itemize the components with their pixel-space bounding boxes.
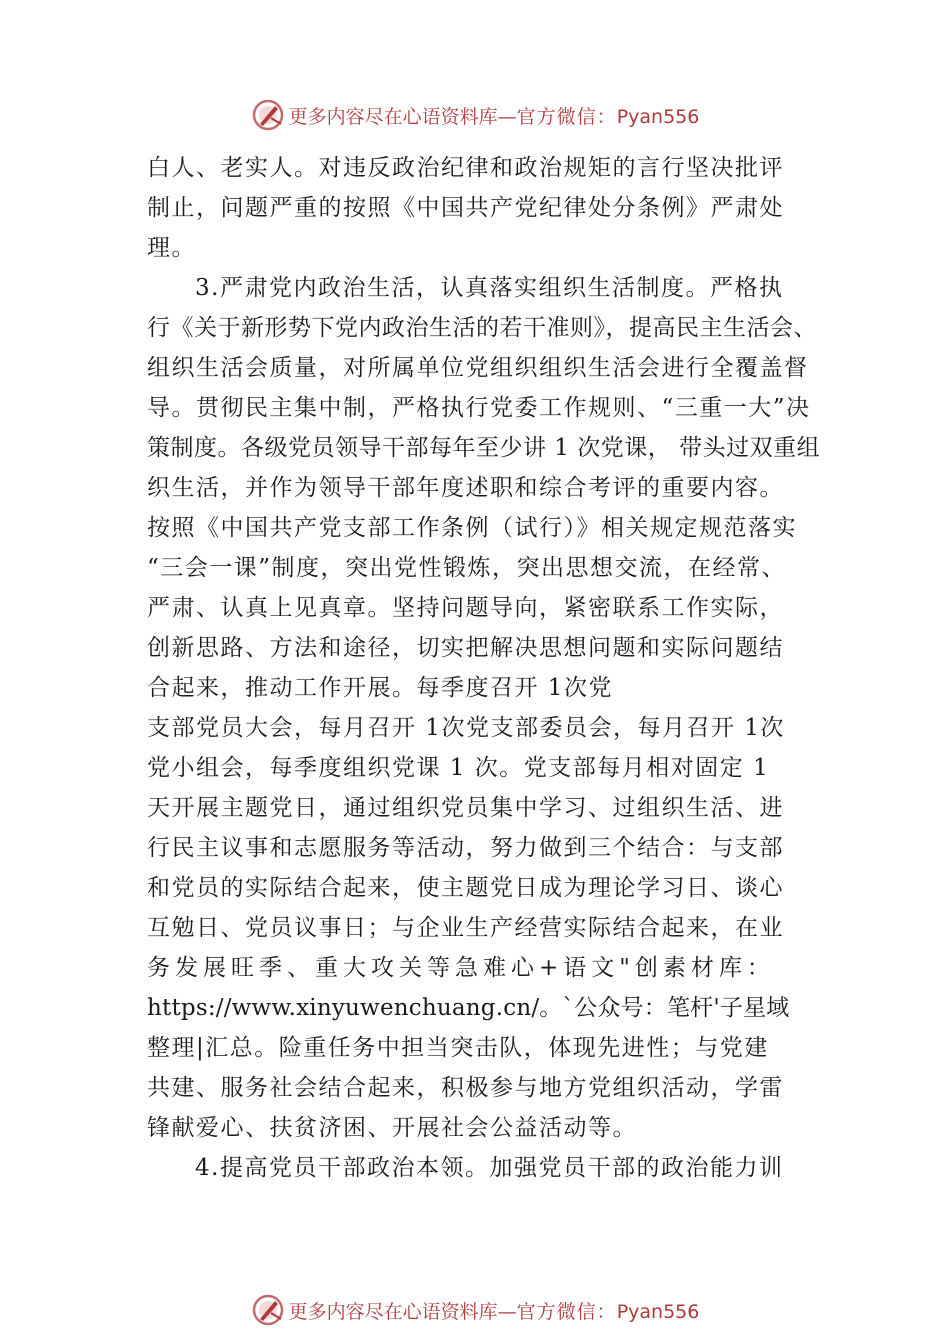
watermark-banner-top — [0, 95, 950, 135]
text-line: 互勉日、党员议事日；与企业生产经营实际结合起来，在业 — [147, 915, 784, 941]
watermark-wechat-id: Pyan556 — [616, 105, 700, 128]
watermark-text — [289, 1297, 700, 1324]
watermark-separator: — — [497, 105, 517, 128]
text-line: 理。 — [147, 235, 196, 261]
text-line: 共建、服务社会结合起来，积极参与地方党组织活动，学雷 — [147, 1075, 784, 1101]
text-line: 组织生活会质量，对所属单位党组织组织生活会进行全覆盖督 — [147, 355, 809, 381]
text-line: 整理|汇总。险重任务中担当突击队，体现先进性；与党建 — [147, 1035, 769, 1061]
text-line: 锋献爱心、扶贫济困、开展社会公益活动等。 — [147, 1115, 637, 1141]
pen-seal-icon — [251, 98, 285, 132]
watermark-wechat-label: 官方微信： — [516, 1300, 617, 1323]
text-line: 和党员的实际结合起来，使主题党日成为理论学习日、谈心 — [147, 875, 784, 901]
text-line: 创新思路、方法和途径，切实把解决思想问题和实际问题结 — [147, 635, 784, 661]
text-line: 天开展主题党日，通过组织党员集中学习、过组织生活、进 — [147, 795, 784, 821]
watermark-wechat-id: Pyan556 — [616, 1300, 700, 1323]
pen-seal-icon — [251, 1293, 285, 1327]
watermark-separator: — — [497, 1300, 517, 1323]
text-line: 合起来，推动工作开展。每季度召开 1次党 — [147, 675, 613, 701]
text-line: 制止，问题严重的按照《中国共产党纪律处分条例》严肃处 — [147, 195, 784, 221]
text-line: 导。贯彻民主集中制，严格执行党委工作规则、“三重一大”决 — [147, 395, 811, 421]
watermark-wechat-label: 官方微信： — [516, 105, 617, 128]
watermark-main: 更多内容尽在心语资料库 — [288, 1300, 498, 1323]
text-line: 策制度。各级党员领导干部每年至少讲 1 次党课， 带头过双重组 — [147, 435, 821, 461]
text-line: 织生活，并作为领导干部年度述职和综合考评的重要内容。 — [147, 475, 784, 501]
watermark-text — [289, 102, 700, 129]
section-heading-3: 3.严肃党内政治生活，认真落实组织生活制度。严格执 — [195, 275, 784, 301]
text-line: “三会一课”制度，突出党性锻炼，突出思想交流，在经常、 — [147, 555, 787, 581]
text-line: 严肃、认真上见真章。坚持问题导向，紧密联系工作实际， — [147, 595, 784, 621]
text-line: 行民主议事和志愿服务等活动，努力做到三个结合：与支部 — [147, 835, 784, 861]
document-body — [147, 148, 837, 1188]
text-line: 党小组会，每季度组织党课 1 次。党支部每月相对固定 1 — [147, 755, 770, 781]
watermark-main: 更多内容尽在心语资料库 — [288, 105, 498, 128]
text-line: https://www.xinyuwenchuang.cn/。`公众号：笔杆'子星域 — [147, 995, 790, 1021]
text-line: 支部党员大会，每月召开 1次党支部委员会，每月召开 1次 — [147, 715, 785, 741]
section-heading-4: 4.提高党员干部政治本领。加强党员干部的政治能力训 — [195, 1155, 784, 1181]
text-line: 行《关于新形势下党内政治生活的若干准则》，提高民主生活会、 — [147, 315, 817, 341]
watermark-banner-bottom — [0, 1290, 950, 1330]
text-line: 务发展旺季、重大攻关等急难心+语文"创素材库： — [147, 955, 775, 981]
text-line: 按照《中国共产党支部工作条例（试行）》相关规定规范落实 — [147, 515, 797, 541]
text-line: 白人、老实人。对违反政治纪律和政治规矩的言行坚决批评 — [147, 155, 784, 181]
